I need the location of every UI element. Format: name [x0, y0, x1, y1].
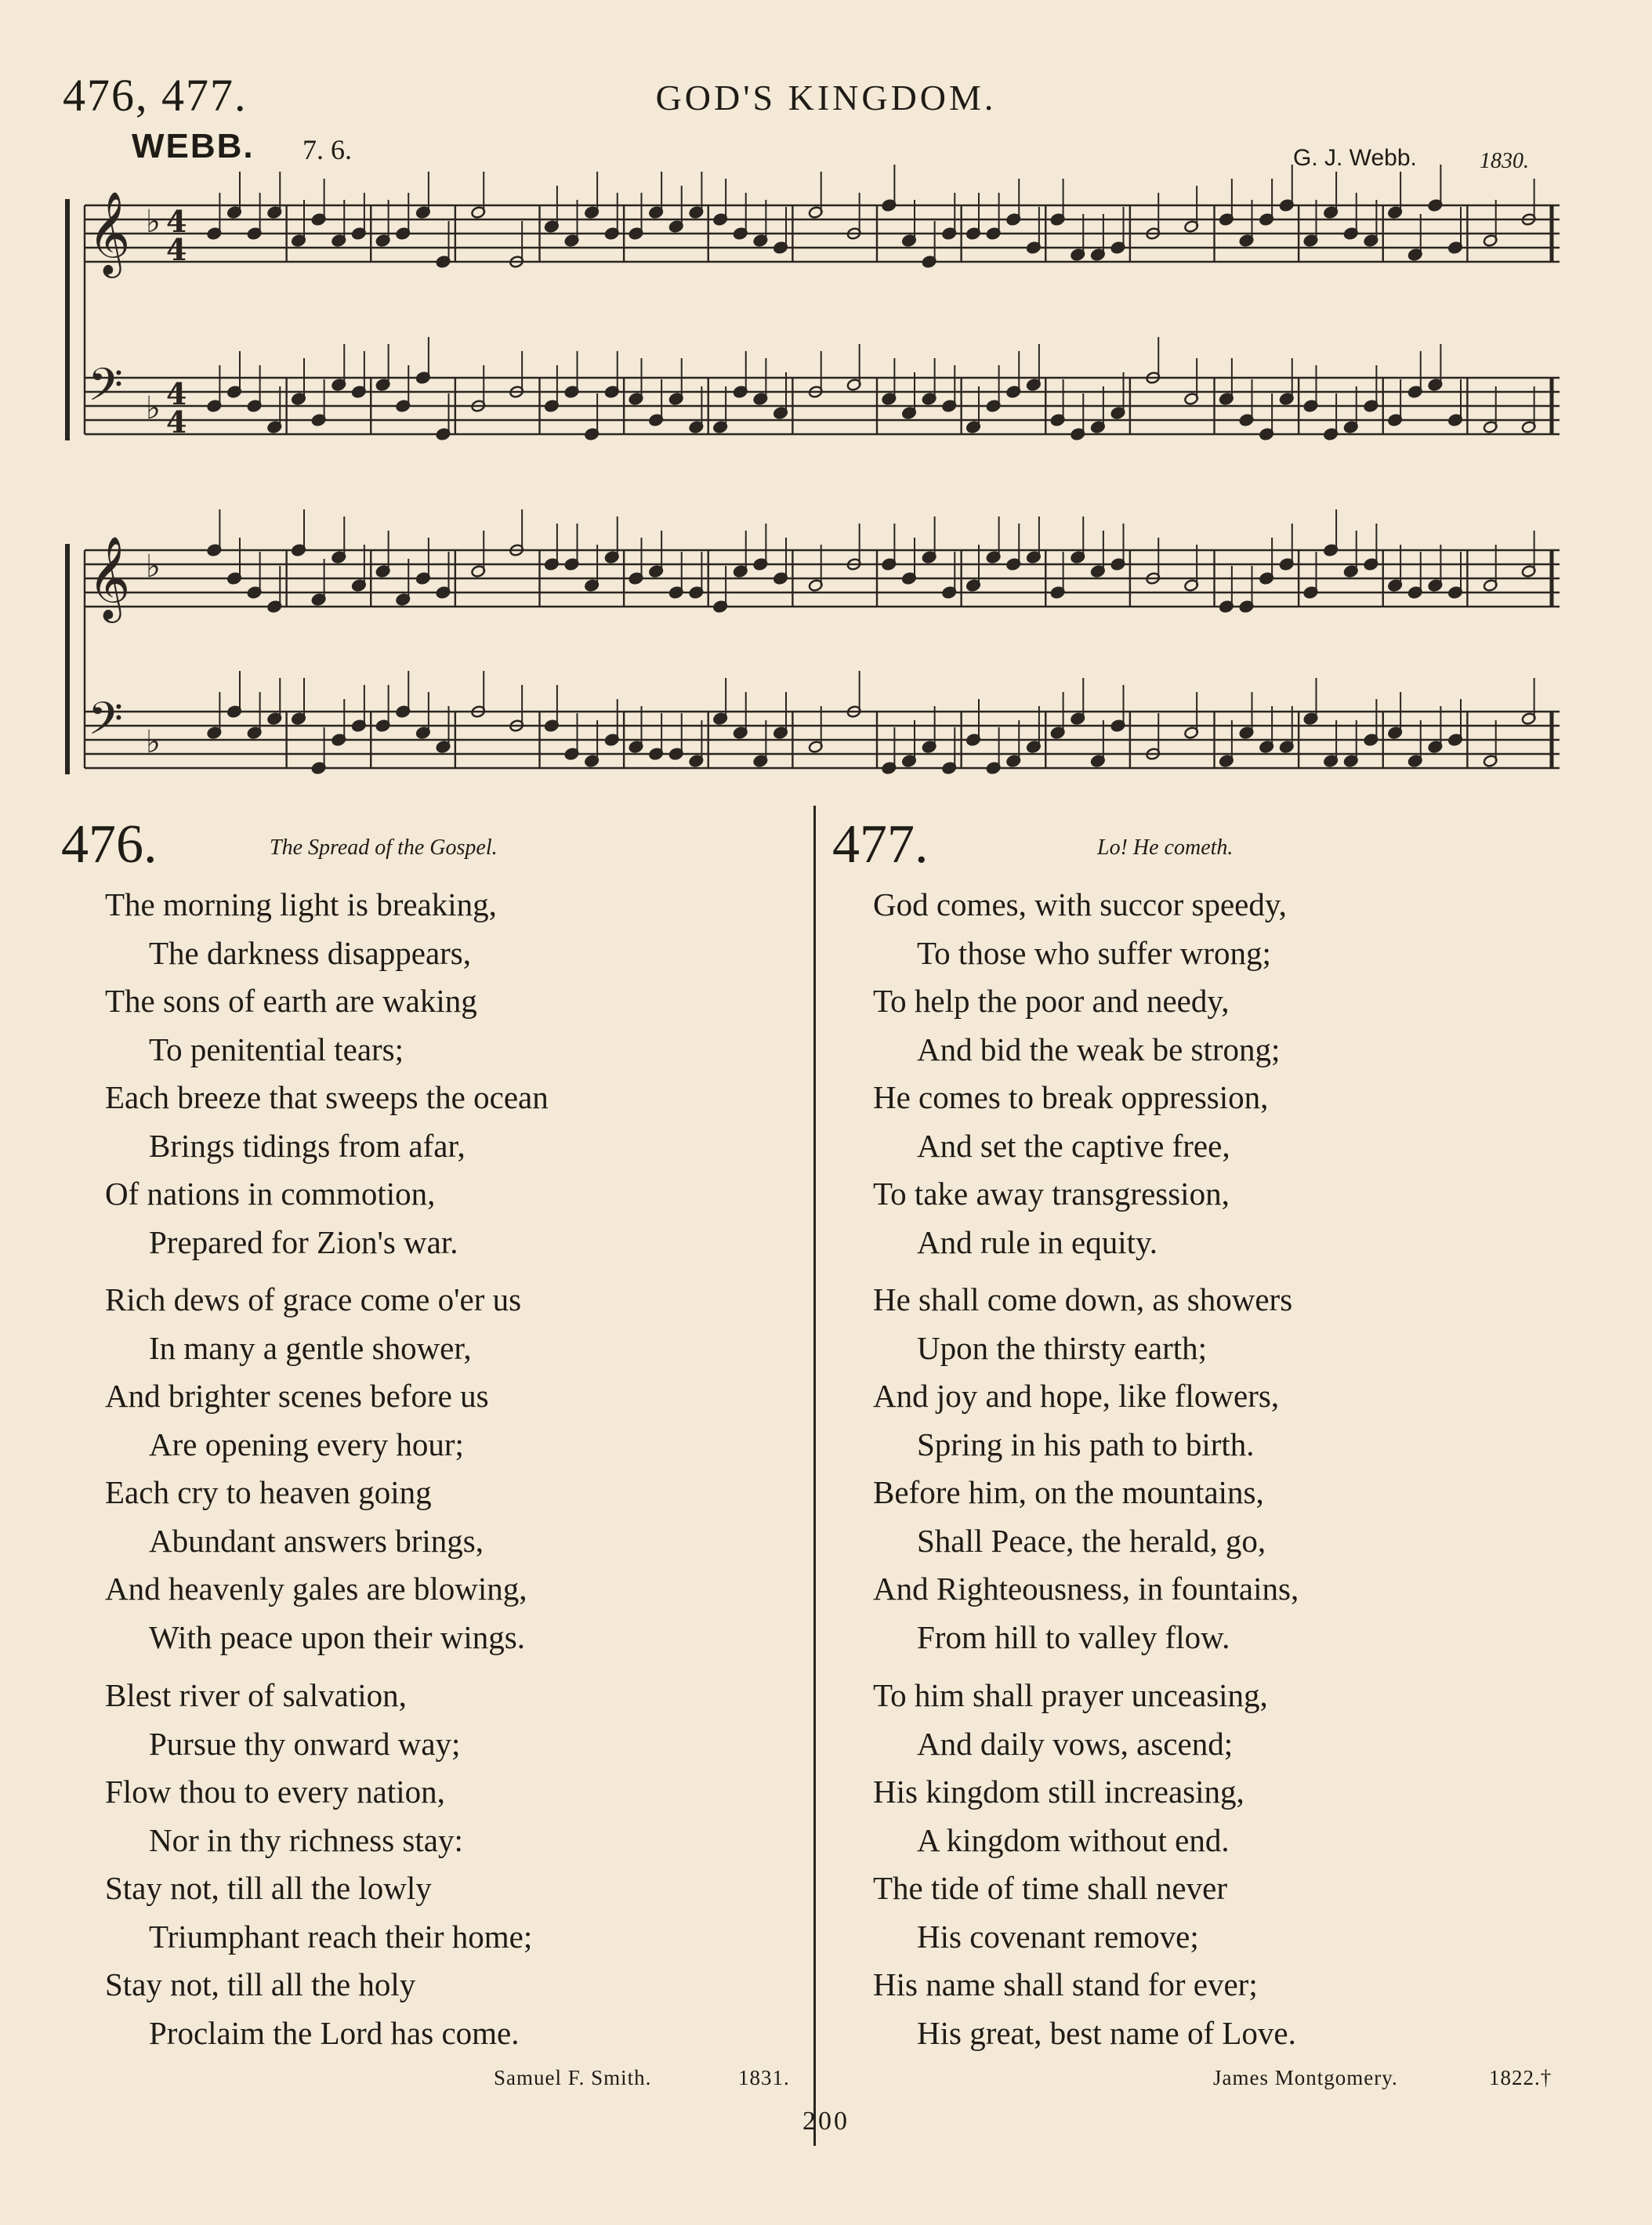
music-score [0, 0, 1652, 784]
time-signature: 4 [166, 404, 187, 440]
author-477: James Montgomery. [1213, 2066, 1398, 2089]
hymn-number-477: 477. [832, 814, 929, 875]
bass-clef: 𝄢 [88, 358, 124, 422]
year-476: 1831. [738, 2066, 790, 2089]
key-flat: ♭ [146, 549, 161, 585]
hymn-number-476: 476. [61, 814, 158, 875]
treble-clef: 𝄞 [88, 190, 131, 274]
tune-meter: 7. 6. [303, 134, 352, 165]
stanza-476-1: The morning light is breaking, The darkness disappears, The sons of earth are waking To penitential tears; Each breeze that sweeps the ocean Brings tidings from afar, Of nations in commotion, Prepared for Zion's war. [105, 886, 549, 1260]
hymn-numbers: 476, 477. [63, 70, 248, 121]
page-number: 200 [802, 2107, 850, 2136]
stanza-476-2: Rich dews of grace come o'er us In many a gentle shower, And brighter scenes before us Are opening every hour; Each cry to heaven going Abundant answers brings, And heavenly gales are blowing, With peace upon their wings. [105, 1281, 527, 1655]
hymn-subtitle-476: The Spread of the Gospel. [270, 835, 498, 860]
stanza-477-2: He shall come down, as showers Upon the thirsty earth; And joy and hope, like flowers, Spring in his path to birth. Before him, on the mountains, Shall Peace, the herald, go, And Righteousness, in fountains, From hill to valley flow. [873, 1281, 1299, 1655]
column-divider [813, 806, 816, 2146]
stanza-477-3: To him shall prayer unceasing, And daily vows, ascend; His kingdom still increasing, A kingdom without end. The tide of time shall never His covenant remove; His name shall stand for ever; His great, best name of Love. [873, 1677, 1296, 2051]
key-flat: ♭ [146, 204, 161, 240]
stanza-477-1: God comes, with succor speedy, To those who suffer wrong; To help the poor and needy, And bid the weak be strong; He comes to break oppression, And set the captive free, To take away transgression, And rule in equity. [873, 886, 1287, 1260]
composer-year: 1830. [1480, 149, 1529, 173]
stanza-476-3: Blest river of salvation, Pursue thy onward way; Flow thou to every nation, Nor in thy richness stay: Stay not, till all the lowly Triumphant reach their home; Stay not, till all the holy Proclaim the Lord has come. [105, 1677, 533, 2051]
time-signature: 4 [166, 204, 187, 239]
time-signature: 4 [166, 232, 187, 267]
treble-clef: 𝄞 [88, 535, 131, 619]
bass-clef: 𝄢 [88, 692, 124, 756]
time-signature: 4 [166, 376, 187, 411]
key-flat: ♭ [146, 390, 161, 426]
year-477: 1822.† [1489, 2066, 1552, 2089]
composer: G. J. Webb. [1293, 145, 1417, 171]
key-flat: ♭ [146, 724, 161, 760]
author-476: Samuel F. Smith. [494, 2066, 652, 2089]
hymn-subtitle-477: Lo! He cometh. [1097, 835, 1234, 860]
page-title: GOD'S KINGDOM. [655, 78, 997, 118]
tune-name: WEBB. [132, 127, 255, 165]
